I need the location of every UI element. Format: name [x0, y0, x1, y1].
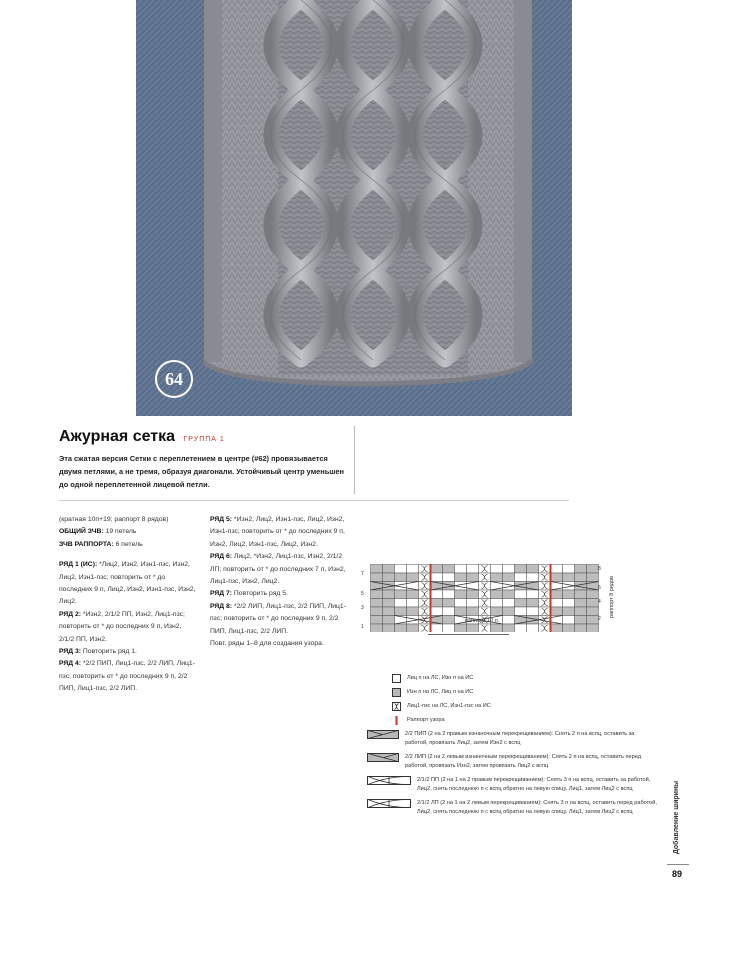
repeat-width-line: [428, 634, 509, 635]
section-label: [668, 778, 688, 862]
pattern-intro: Эта сжатая версия Сетки с переплетением в центре (#62) провязывается двумя петлями, а не тремя, образуя диагонали. Устойчивый центр уменьшен до одной переплетенной лицевой петли.: [59, 454, 345, 489]
chart-cell: [527, 599, 539, 608]
cable-lc-icon: [367, 799, 411, 808]
chart-cell: [371, 590, 383, 599]
chart-cell: [503, 616, 515, 625]
row7-text: Повторить ряд 5.: [233, 590, 288, 598]
row8-text: *2/2 ЛИП, Лиц1-пзс, 2/2 ПИП, Лиц1-пзс; повторить от * до последних 9 п, 2/2 ПИП, Лиц1-пзс, 2/2 ЛИП.: [210, 602, 346, 635]
pattern-title: [59, 428, 225, 446]
chart-cell: [563, 590, 575, 599]
chart-legend: [367, 674, 657, 822]
chart-cell: [527, 590, 539, 599]
row2-label: РЯД 2:: [59, 610, 82, 618]
chart-cell: [407, 624, 419, 632]
chart-cell: [395, 590, 407, 599]
legend-cable-rpc: [367, 730, 657, 748]
chart-cell: [551, 607, 563, 616]
chart-cell: [467, 599, 479, 608]
chart-repeat-line: [550, 564, 552, 632]
chart-cell: [383, 607, 395, 616]
chart-cell: [503, 607, 515, 616]
row-num-7: 7: [361, 571, 364, 577]
chart-cell: [563, 607, 575, 616]
chart-cell: [467, 607, 479, 616]
instructions-right: [210, 514, 348, 650]
chart-cell: [443, 616, 455, 625]
legend-cable-lpc: [367, 753, 657, 771]
chart-cell: [371, 565, 383, 574]
chart-cell: [587, 573, 599, 582]
chart-cell: [371, 607, 383, 616]
chart-cell: [563, 573, 575, 582]
chart-cell: [443, 573, 455, 582]
chart-cell: [383, 616, 395, 625]
row-num-5: 5: [361, 591, 364, 597]
repeat-height-label: раппорт 8 рядов: [608, 576, 615, 618]
repeat-note: Повт. ряды 1–8 для создания узора.: [210, 640, 324, 648]
chart-cell: [575, 607, 587, 616]
section-divider: [59, 500, 569, 501]
chart-cell: [455, 590, 467, 599]
chart-cell: [587, 624, 599, 632]
chart-cell: [431, 573, 443, 582]
chart-cell: [407, 590, 419, 599]
legend-repeat: [392, 716, 657, 725]
chart-cell: [383, 624, 395, 632]
chart-cell: [575, 573, 587, 582]
chart-cell: [455, 624, 467, 632]
chart-cell: [395, 624, 407, 632]
chart-cell: [395, 573, 407, 582]
chart-cell: [371, 624, 383, 632]
chart-cell: [527, 565, 539, 574]
legend-knit-text: Лиц п на ЛС, Изн п на ИС: [407, 675, 474, 681]
row-num-2: 2: [598, 616, 601, 622]
chart-cell: [515, 624, 527, 632]
chart-cell: [563, 565, 575, 574]
pattern-group: ГРУППА 1: [183, 436, 225, 443]
chart-cell: [491, 590, 503, 599]
row7-label: РЯД 7:: [210, 590, 233, 598]
pattern-number-badge: 64: [155, 360, 193, 398]
legend-twisted-text: Лиц1-пзс на ЛС, Изн1-пзс на ИС: [407, 703, 491, 709]
chart-cell: [587, 599, 599, 608]
chart-cell: [383, 573, 395, 582]
knit-symbol-icon: [392, 674, 401, 683]
chart-cell: [467, 624, 479, 632]
legend-cable-rc-text: 2/1/2 ПП (2 на 1 на 2 правым перекрещиванием): Снять 3 п на вспц, оставить за работой, Лиц2, снять последнюю п с вспц обратно на левую спицу, Лиц1, затем Лиц2 с вспц: [417, 777, 651, 792]
row-num-6: 6: [598, 585, 601, 591]
repeat-value: 6 петель: [115, 540, 143, 548]
row4-text: *2/2 ПИП, Лиц1-пзс, 2/2 ЛИП, Лиц1-пзс; повторить от * до последних 9 п, 2/2 ПИП, Лиц1-пзс, 2/2 ЛИП.: [59, 660, 195, 693]
chart-cell: [455, 607, 467, 616]
chart-cell: [563, 599, 575, 608]
chart-cell: [467, 590, 479, 599]
chart-cell: [551, 590, 563, 599]
chart-cell: [371, 599, 383, 608]
chart-cell: [467, 565, 479, 574]
chart-cell: [515, 599, 527, 608]
pattern-title-text: Ажурная сетка: [59, 428, 176, 445]
chart-cell: [503, 624, 515, 632]
chart-repeat-line: [430, 564, 432, 632]
chart-cell: [491, 573, 503, 582]
chart-cell: [383, 565, 395, 574]
chart-cell: [587, 565, 599, 574]
legend-knit: [392, 674, 657, 683]
chart-cell: [527, 573, 539, 582]
chart-cell: [431, 607, 443, 616]
chart-cell: [383, 590, 395, 599]
purl-symbol-icon: [392, 688, 401, 697]
stitch-multiple: (кратная 10п+19; раппорт 8 рядов): [59, 516, 169, 523]
chart-cell: [467, 573, 479, 582]
chart-cell: [575, 590, 587, 599]
cable-rpc-icon: [367, 730, 399, 739]
total-label: ОБЩИЙ ЗЧВ:: [59, 528, 104, 536]
row-num-1: 1: [361, 624, 364, 630]
chart-cell: [431, 624, 443, 632]
chart-cell: [515, 590, 527, 599]
legend-cable-lc-text: 2/1/2 ЛП (2 на 1 на 2 левым перекрещиванием): Снять 3 п на вспц, оставить перед работой, Лиц2, снять последнюю п с вспц обратно на левую спицу, Лиц1, затем Лиц2 с вспц: [417, 800, 657, 815]
chart-cell: [443, 607, 455, 616]
swatch-photo: [136, 0, 572, 416]
chart-cell: [587, 590, 599, 599]
chart-cell: [575, 565, 587, 574]
chart-cell: [563, 616, 575, 625]
chart-cell: [443, 599, 455, 608]
legend-purl: [392, 688, 657, 697]
chart-cell: [575, 599, 587, 608]
row5-label: РЯД 5:: [210, 516, 233, 523]
page-number: 89: [672, 869, 683, 879]
chart-cell: [395, 599, 407, 608]
row-num-4: 4: [598, 599, 601, 605]
chart-cell: [515, 607, 527, 616]
chart-cell: [395, 607, 407, 616]
legend-cable-lc: [367, 799, 657, 817]
legend-cable-rpc-text: 2/2 ПИП (2 на 2 правым изнаночным перекрещиванием): Снять 2 п на вспц, оставить за работой, провязать Лиц2, затем Изн2 с вспц: [405, 731, 635, 746]
chart-cell: [575, 624, 587, 632]
row3-text: Повторить ряд 1.: [82, 648, 137, 656]
chart-cell: [443, 590, 455, 599]
chart-cell: [527, 624, 539, 632]
chart-cell: [551, 573, 563, 582]
row6-text: Лиц2, *Изн2, Лиц1-пзс, Изн2, 2/1/2 ЛП; повторить от * до последних 7 п, Изн2, Лиц1-пзс, Изн2, Лиц2.: [210, 553, 346, 586]
row-num-8: 8: [598, 566, 601, 572]
row5-text: *Изн2, Лиц2, Изн1-пзс, Лиц2, Изн2, Изн1-пзс; повторить от * до последних 9 п, Изн2, Лиц2, Изн1-пзс, Лиц2, Изн2.: [210, 516, 345, 548]
row1-text: *Лиц2, Изн2, Изн1-пзс, Изн2, Лиц2, Изн1-пзс; повторить от * до последних 9 п, Лиц2, Изн2, Изн1-пзс, Изн2, Лиц2.: [59, 561, 196, 606]
repeat-label: ЗЧВ РАППОРТА:: [59, 540, 114, 548]
chart-cell: [407, 599, 419, 608]
chart-cell: [455, 565, 467, 574]
row8-label: РЯД 8:: [210, 602, 233, 610]
chart-cell: [407, 565, 419, 574]
chart-cell: [587, 607, 599, 616]
chart-cell: [515, 573, 527, 582]
chart-cell: [455, 599, 467, 608]
row3-label: РЯД 3:: [59, 648, 82, 656]
chart-cell: [443, 624, 455, 632]
chart-cell: [431, 590, 443, 599]
row-num-3: 3: [361, 605, 364, 611]
twisted-stitch-icon: [392, 702, 401, 711]
chart-cell: [503, 599, 515, 608]
chart-cell: [503, 565, 515, 574]
cable-rc-icon: [367, 776, 411, 785]
footer-rule: [667, 864, 689, 865]
row4-label: РЯД 4:: [59, 660, 82, 668]
chart-cell: [371, 616, 383, 625]
row6-label: РЯД 6:: [210, 553, 233, 561]
legend-twisted: [392, 702, 657, 711]
legend-purl-text: Изн п на ЛС, Лиц п на ИС: [407, 689, 474, 695]
chart-cell: [491, 607, 503, 616]
swatch-illustration: [136, 0, 572, 416]
repeat-width-label: раппорт 10 п.: [465, 618, 500, 624]
repeat-height: [605, 572, 625, 626]
chart-cell: [515, 565, 527, 574]
chart-cell: [407, 607, 419, 616]
chart-cell: [551, 599, 563, 608]
chart-cell: [575, 616, 587, 625]
row1-label: РЯД 1 (ИС):: [59, 561, 98, 569]
chart-cell: [491, 624, 503, 632]
legend-cable-rc: [367, 776, 657, 794]
chart-cell: [407, 573, 419, 582]
chart-cell: [491, 599, 503, 608]
chart-cell: [503, 573, 515, 582]
chart-cell: [431, 565, 443, 574]
chart-cell: [383, 599, 395, 608]
title-divider: [354, 426, 355, 494]
chart-cell: [491, 565, 503, 574]
chart-cell: [431, 599, 443, 608]
section-label-text: Добавление ширины: [673, 780, 681, 855]
chart-cell: [563, 624, 575, 632]
chart-cell: [395, 565, 407, 574]
chart-cell: [551, 624, 563, 632]
legend-cable-lpc-text: 2/2 ЛИП (2 на 2 левым изнаночным перекрещиванием): Снять 2 п на вспц, оставить перед работой, провязать Изн2, затем провязать Лиц2 с вспц: [405, 754, 642, 769]
chart-cell: [443, 565, 455, 574]
cable-lpc-icon: [367, 753, 399, 762]
chart-cell: [587, 616, 599, 625]
chart-cell: [503, 590, 515, 599]
row2-text: *Изн2, 2/1/2 ПП, Изн2, Лиц1-пзс; повторить от * до последних 9 п, Изн2, 2/1/2 ПП, Изн2.: [59, 610, 185, 643]
chart-cell: [455, 573, 467, 582]
repeat-line-icon: [392, 716, 401, 725]
chart-cell: [527, 607, 539, 616]
chart-cell: [551, 565, 563, 574]
total-value: 19 петель: [105, 528, 137, 536]
legend-repeat-text: Раппорт узора: [407, 717, 445, 723]
chart-cell: [371, 573, 383, 582]
instructions-left: [59, 514, 197, 696]
